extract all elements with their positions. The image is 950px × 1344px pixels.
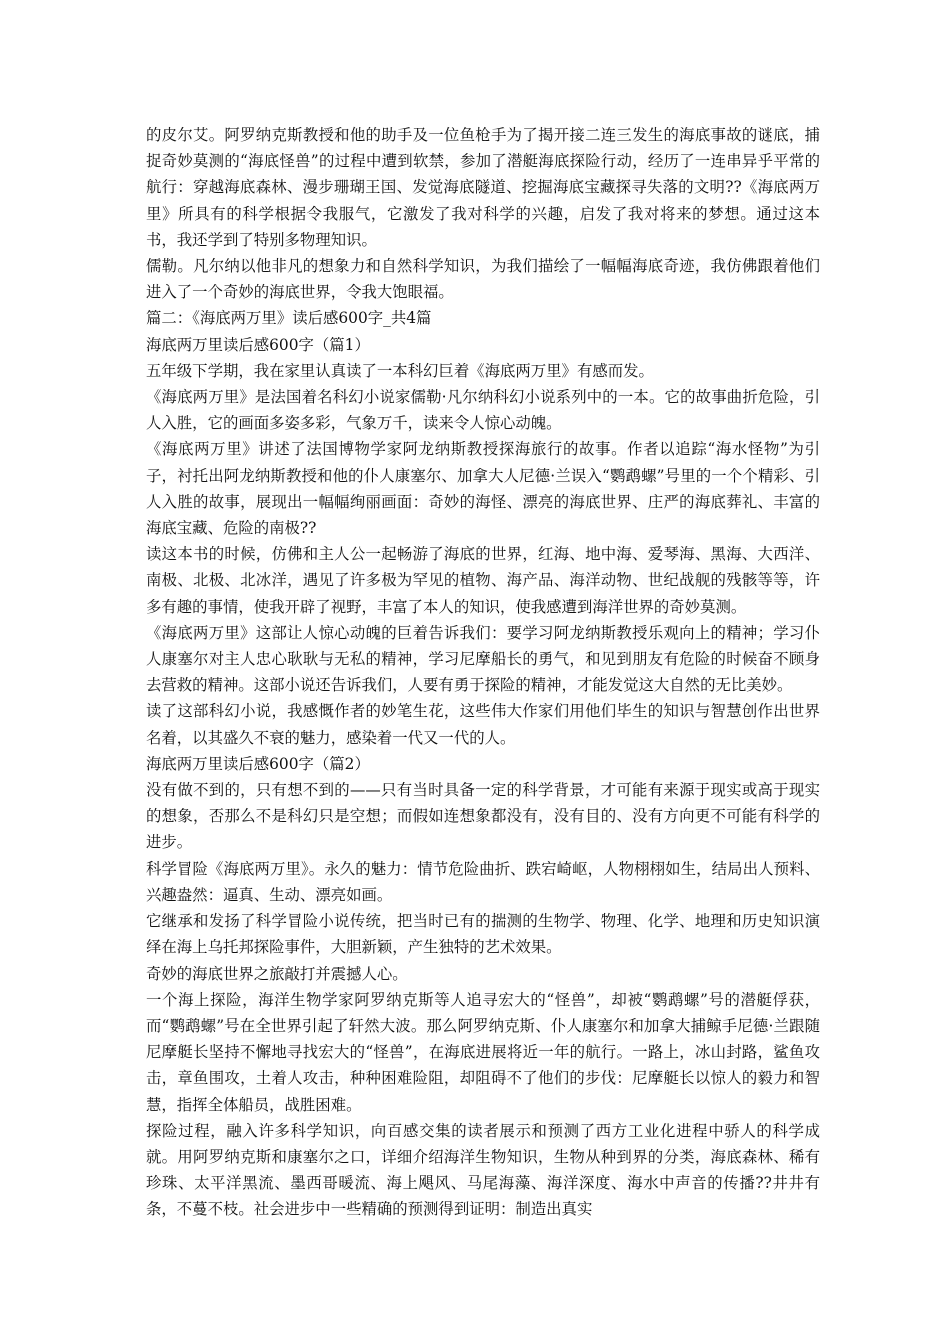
section-heading: 篇二：《海底两万里》读后感600字_共4篇 (146, 309, 432, 328)
paragraph-8: 读了这部科幻小说，我感慨作者的妙笔生花，这些伟大作家们用他们毕生的知识与智慧创作出世界名着，以其盛久不衰的魅力，感染着一代又一代的人。 (146, 702, 820, 747)
paragraph-9: 没有做不到的，只有想不到的——只有当时具备一定的科学背景，才可能有来源于现实或高于现实的想象，否那么不是科幻只是空想；而假如连想象都没有，没有目的、没有方向更不可能有科学的进步。 (146, 781, 820, 852)
paragraph-11: 它继承和发扬了科学冒险小说传统，把当时已有的揣测的生物学、物理、化学、地理和历史知识演绎在海上乌托邦探险事件，大胆新颖，产生独特的艺术效果。 (146, 912, 820, 957)
paragraph-6: 读这本书的时候，仿佛和主人公一起畅游了海底的世界，红海、地中海、爱琴海、黑海、大西洋、南极、北极、北冰洋，遇见了许多极为罕见的植物、海产品、海洋动物、世纪战舰的残骸等等，许多有趣的事情，使我开辟了视野，丰富了本人的知识，使我感遭到海洋世界的奇妙莫测。 (146, 545, 820, 616)
paragraph-5: 《海底两万里》讲述了法国博物学家阿龙纳斯教授探海旅行的故事。作者以追踪“海水怪物”为引子，衬托出阿龙纳斯教授和他的仆人康塞尔、加拿大人尼德·兰误入“鹦鹉螺”号里的一个个精彩、引人入胜的故事，展现出一幅幅绚丽画面：奇妙的海怪、漂亮的海底世界、庄严的海底葬礼、丰富的海底宝藏、危险的南极?? (146, 440, 820, 538)
paragraph-1: 的皮尔艾。阿罗纳克斯教授和他的助手及一位鱼枪手为了揭开接二连三发生的海底事故的谜底，捕捉奇妙莫测的“海底怪兽”的过程中遭到软禁，参加了潜艇海底探险行动，经历了一连串异乎平常的航行：穿越海底森林、漫步珊瑚王国、发觉海底隧道、挖掘海底宝藏探寻失落的文明??《海底两万里》所具有的科学根据令我服气，它激发了我对科学的兴趣，启发了我对将来的梦想。通过这本书，我还学到了特别多物理知识。 (146, 126, 820, 249)
paragraph-4: 《海底两万里》是法国着名科幻小说家儒勒·凡尔纳科幻小说系列中的一本。它的故事曲折危险，引人入胜，它的画面多姿多彩，气象万千，读来令人惊心动魄。 (146, 388, 820, 433)
paragraph-10: 科学冒险《海底两万里》。永久的魅力：情节危险曲折、跌宕崎岖，人物栩栩如生，结局出人预料、兴趣盎然：逼真、生动、漂亮如画。 (146, 859, 820, 904)
paragraph-12: 奇妙的海底世界之旅敲打并震撼人心。 (146, 964, 408, 983)
paragraph-14: 探险过程，融入许多科学知识，向百感交集的读者展示和预测了西方工业化进程中骄人的科学成就。用阿罗纳克斯和康塞尔之口，详细介绍海洋生物知识，生物从种到界的分类，海底森林、稀有珍珠、太平洋黑流、墨西哥暖流、海上飓风、马尾海藻、海洋深度、海水中声音的传播??井井有条，不蔓不枝。社会进步中一些精确的预测得到证明：制造出真实 (146, 1121, 820, 1219)
paragraph-7: 《海底两万里》这部让人惊心动魄的巨着告诉我们：要学习阿龙纳斯教授乐观向上的精神；学习仆人康塞尔对主人忠心耿耿与无私的精神，学习尼摩船长的勇气，和见到朋友有危险的时候奋不顾身去营救的精神。这部小说还告诉我们，人要有勇于探险的精神，才能发觉这大自然的无比美妙。 (146, 623, 820, 695)
paragraph-3: 五年级下学期，我在家里认真读了一本科幻巨着《海底两万里》有感而发。 (146, 361, 654, 380)
subheading-part-1: 海底两万里读后感600字（篇1） (146, 335, 370, 354)
subheading-part-2: 海底两万里读后感600字（篇2） (146, 754, 370, 773)
paragraph-2: 儒勒。凡尔纳以他非凡的想象力和自然科学知识，为我们描绘了一幅幅海底奇迹，我仿佛跟着他们进入了一个奇妙的海底世界，令我大饱眼福。 (146, 257, 820, 302)
paragraph-13: 一个海上探险，海洋生物学家阿罗纳克斯等人追寻宏大的“怪兽”，却被“鹦鹉螺”号的潜艇俘获，而“鹦鹉螺”号在全世界引起了轩然大波。那么阿罗纳克斯、仆人康塞尔和加拿大捕鲸手尼德·兰跟随尼摩艇长坚持不懈地寻找宏大的“怪兽”，在海底进展将近一年的航行。一路上，冰山封路，鲨鱼攻击，章鱼围攻，土着人攻击，种种困难险阻，却阻碍不了他们的步伐：尼摩艇长以惊人的毅力和智慧，指挥全体船员，战胜困难。 (146, 990, 820, 1114)
